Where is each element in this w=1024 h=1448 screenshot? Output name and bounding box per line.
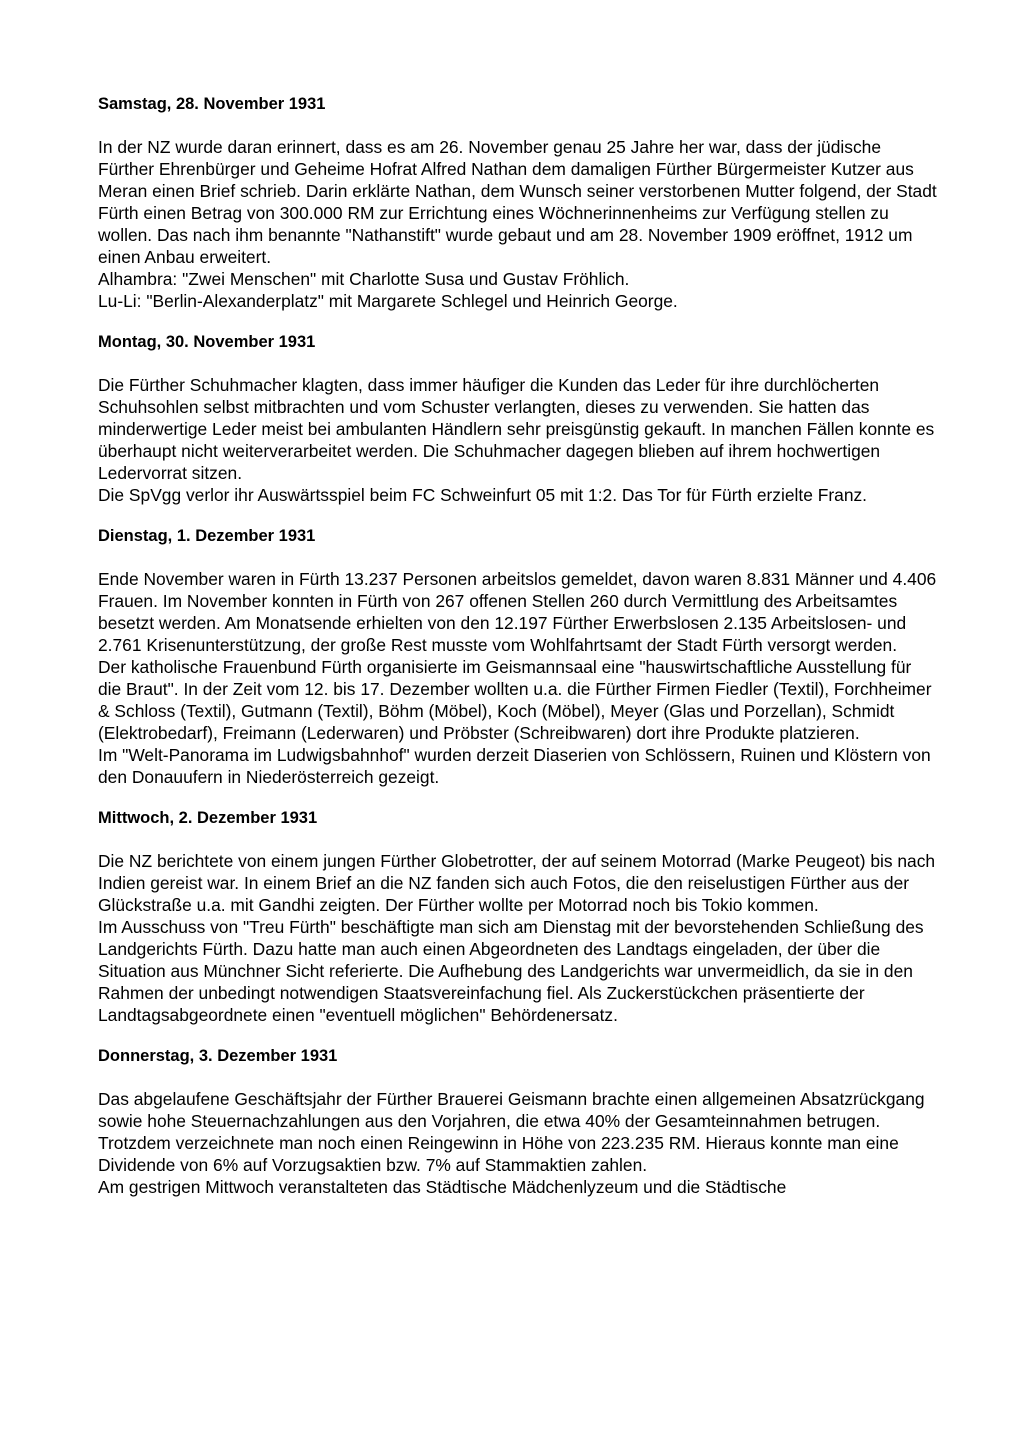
paragraph: Die NZ berichtete von einem jungen Fürther Globetrotter, der auf seinem Motorrad (Marke Peugeot) bis nach Indien gereist war. In einem Brief an die NZ fanden sich auch Fotos, die den reiselustigen Fürther aus der Glückstraße u.a. mit Gandhi zeigten. Der Fürther wollte per Motorrad noch bis Tokio kommen. xyxy=(98,851,936,915)
entry-heading: Dienstag, 1. Dezember 1931 xyxy=(98,527,316,545)
paragraph: Die Fürther Schuhmacher klagten, dass immer häufiger die Kunden das Leder für ihre durchlöcherten Schuhsohlen selbst mitbrachten und vom Schuster verlangten, dieses zu verwenden. Sie hatten das minderwertige Leder meist bei ambulanten Händlern sehr preisgünstig gekauft. In manchen Fällen konnte es überhaupt nicht weiterverarbeitet werden. Die Schuhmacher dagegen blieben auf ihrem hochwertigen Ledervorrat sitzen. xyxy=(98,375,935,483)
paragraph: In der NZ wurde daran erinnert, dass es am 26. November genau 25 Jahre her war, dass der jüdische Fürther Ehrenbürger und Geheime Hofrat Alfred Nathan dem damaligen Fürther Bürgermeister Kutzer aus Meran einen Brief schrieb. Darin erklärte Nathan, dem Wunsch seiner verstorbenen Mutter folgend, der Stadt Fürth einen Betrag von 300.000 RM zur Errichtung eines Wöchnerinnenheims zur Verfügung stellen zu wollen. Das nach ihm benannte "Nathanstift" wurde gebaut und am 28. November 1909 eröffnet, 1912 um einen Anbau erweitert. xyxy=(98,137,937,267)
paragraph: Alhambra: "Zwei Menschen" mit Charlotte Susa und Gustav Fröhlich. xyxy=(98,269,630,289)
paragraph: Der katholische Frauenbund Fürth organisierte im Geismannsaal eine "hauswirtschaftliche Ausstellung für die Braut". In der Zeit vom 12. bis 17. Dezember wollten u.a. die Fürther Firmen Fiedler (Textil), Forchheimer & Schloss (Textil), Gutmann (Textil), Böhm (Möbel), Koch (Möbel), Meyer (Glas und Porzellan), Schmidt (Elektrobedarf), Freimann (Lederwaren) und Pröbster (Schreibwaren) dort ihre Produkte platzieren. xyxy=(98,657,932,743)
paragraph: Die SpVgg verlor ihr Auswärtsspiel beim FC Schweinfurt 05 mit 1:2. Das Tor für Fürth erzielte Franz. xyxy=(98,485,868,505)
paragraph: Das abgelaufene Geschäftsjahr der Fürther Brauerei Geismann brachte einen allgemeinen Absatzrückgang sowie hohe Steuernachzahlungen aus den Vorjahren, die etwa 40% der Gesamteinnahmen betrugen. Trotzdem verzeichnete man noch einen Reingewinn in Höhe von 223.235 RM. Hieraus konnte man eine Dividende von 6% auf Vorzugsaktien bzw. 7% auf Stammaktien zahlen. xyxy=(98,1089,925,1175)
paragraph: Ende November waren in Fürth 13.237 Personen arbeitslos gemeldet, davon waren 8.831 Männer und 4.406 Frauen. Im November konnten in Fürth von 267 offenen Stellen 260 durch Vermittlung des Arbeitsamtes besetzt werden. Am Monatsende erhielten von den 12.197 Fürther Erwerbslosen 2.135 Arbeitslosen- und 2.761 Krisenunterstützung, der große Rest musste vom Wohlfahrtsamt der Stadt Fürth versorgt werden. xyxy=(98,569,937,655)
entry-heading: Montag, 30. November 1931 xyxy=(98,333,316,351)
entry-monday-nov-30 xyxy=(98,331,938,506)
document-content xyxy=(98,93,938,1217)
entry-thursday-dec-3 xyxy=(98,1045,938,1198)
entry-tuesday-dec-1 xyxy=(98,525,938,788)
entry-heading: Mittwoch, 2. Dezember 1931 xyxy=(98,809,318,827)
paragraph: Im Ausschuss von "Treu Fürth" beschäftigte man sich am Dienstag mit der bevorstehenden Schließung des Landgerichts Fürth. Dazu hatte man auch einen Abgeordneten des Landtags eingeladen, der über die Situation aus Münchner Sicht referierte. Die Aufhebung des Landgerichts war unvermeidlich, da sie in den Rahmen der unbedingt notwendigen Staatsvereinfachung fiel. Als Zuckerstückchen präsentierte der Landtagsabgeordnete einen "eventuell möglichen" Behördenersatz. xyxy=(98,917,924,1025)
entry-heading: Samstag, 28. November 1931 xyxy=(98,95,326,113)
paragraph: Am gestrigen Mittwoch veranstalteten das Städtische Mädchenlyzeum und die Städtische xyxy=(98,1177,787,1197)
paragraph: Lu-Li: "Berlin-Alexanderplatz" mit Margarete Schlegel und Heinrich George. xyxy=(98,291,678,311)
entry-wednesday-dec-2 xyxy=(98,807,938,1026)
paragraph: Im "Welt-Panorama im Ludwigsbahnhof" wurden derzeit Diaserien von Schlössern, Ruinen und Klöstern von den Donauufern in Niederösterreich gezeigt. xyxy=(98,745,931,787)
entry-heading: Donnerstag, 3. Dezember 1931 xyxy=(98,1047,338,1065)
entry-2023-11-28 xyxy=(98,93,938,312)
